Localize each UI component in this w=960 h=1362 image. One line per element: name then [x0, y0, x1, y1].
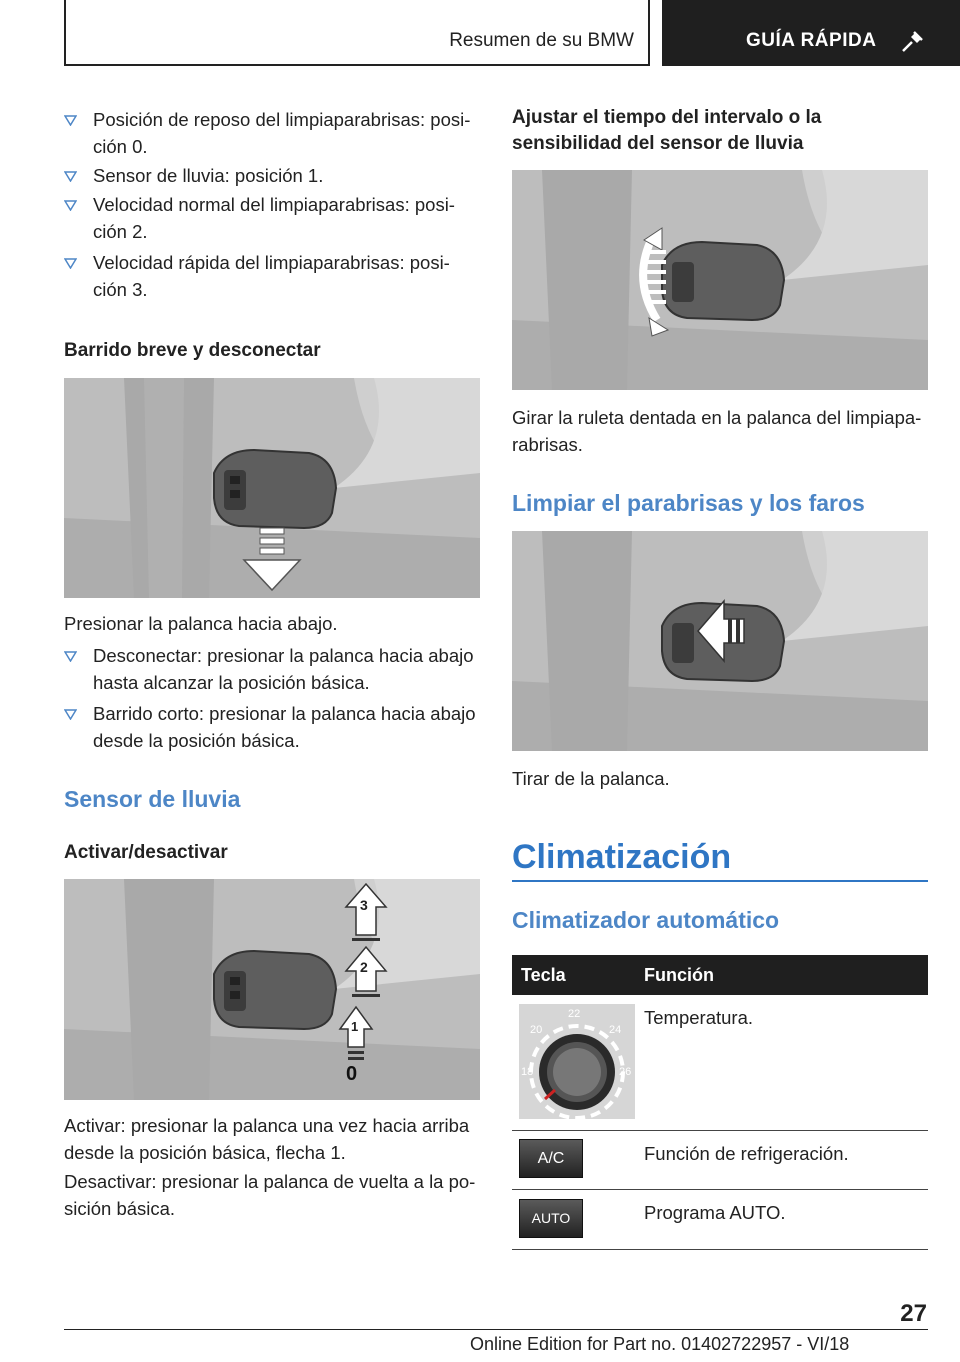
- table-row: [512, 995, 928, 1131]
- table-header-function: Función: [644, 965, 714, 985]
- bullet-triangle-icon: [64, 651, 77, 662]
- para-desactivar: Desactivar: presionar la palanca de vuelta a la po‐ sición básica.: [64, 1171, 476, 1219]
- table-header-key: Tecla: [521, 965, 566, 985]
- function-ac: Función de refrigeración.: [644, 1143, 849, 1164]
- heading-underline: [512, 880, 928, 882]
- position-label-2: 2: [360, 959, 368, 975]
- heading-climatizador-automatico: Climatizador automático: [512, 907, 780, 933]
- caption-ajustar: Girar la ruleta dentada en la palanca del limpiapa‐ rabrisas.: [512, 407, 922, 455]
- auto-button[interactable]: AUTO: [519, 1199, 583, 1238]
- bullet-triangle-icon: [64, 200, 77, 211]
- list-item: Velocidad rápida del limpiaparabrisas: posi‐ ción 3.: [64, 249, 484, 303]
- heading-sensor-lluvia: Sensor de lluvia: [64, 786, 241, 812]
- wiper-lever-down-image: [64, 378, 480, 598]
- position-label-1: 1: [351, 1019, 359, 1034]
- page-number: 27: [900, 1300, 927, 1327]
- header-section-tab[interactable]: [64, 0, 650, 66]
- table-row: [512, 1190, 928, 1250]
- position-label-3: 3: [360, 897, 368, 913]
- temperature-dial-icon[interactable]: [519, 1004, 635, 1119]
- bullet-triangle-icon: [64, 258, 77, 269]
- list-item: Desconectar: presionar la palanca hacia abajo hasta alcanzar la posición básica.: [64, 642, 484, 696]
- edition-text: Online Edition for Part no. 01402722957 - VI/18: [470, 1334, 850, 1354]
- caption-barrido: Presionar la palanca hacia abajo.: [64, 613, 338, 634]
- heading-ajustar: Ajustar el tiempo del intervalo o la sensibilidad del sensor de lluvia: [512, 107, 822, 154]
- function-auto: Programa AUTO.: [644, 1202, 786, 1223]
- wiper-pull-image: [512, 531, 928, 751]
- position-label-0: 0: [346, 1063, 358, 1085]
- heading-limpiar: Limpiar el parabrisas y los faros: [512, 490, 865, 516]
- dial-label-24: 24: [609, 1024, 622, 1036]
- list-item: Barrido corto: presionar la palanca hacia abajo desde la posición básica.: [64, 700, 484, 754]
- list-item: Velocidad normal del limpiaparabrisas: posi‐ ción 2.: [64, 191, 484, 245]
- footer-divider: [64, 1329, 928, 1330]
- heading-climatizacion: Climatización: [512, 838, 732, 876]
- caption-limpiar: Tirar de la palanca.: [512, 768, 670, 789]
- table-row: [512, 1131, 928, 1190]
- dial-label-22: 22: [568, 1008, 581, 1020]
- wiper-wheel-image: [512, 170, 928, 390]
- bullet-triangle-icon: [64, 709, 77, 720]
- dial-label-20: 20: [530, 1024, 543, 1036]
- function-temperature: Temperatura.: [644, 1007, 753, 1028]
- header-chapter-tab[interactable]: [662, 0, 960, 66]
- header-chapter-label: GUÍA RÁPIDA: [746, 30, 877, 51]
- quick-guide-icon: [900, 28, 926, 54]
- para-activar: Activar: presionar la palanca una vez hacia arriba desde la posición básica, flecha 1.: [64, 1115, 470, 1163]
- list-item: Posición de reposo del limpiaparabrisas: posi‐ ción 0.: [64, 106, 484, 160]
- heading-barrido: Barrido breve y desconectar: [64, 340, 321, 361]
- dial-label-18: 18: [521, 1066, 534, 1078]
- heading-activar: Activar/desactivar: [64, 842, 228, 863]
- table-header: [512, 955, 928, 995]
- list-item: Sensor de lluvia: posición 1.: [64, 162, 484, 189]
- bullet-triangle-icon: [64, 171, 77, 182]
- header-section-label: Resumen de su BMW: [449, 30, 634, 51]
- dial-label-26: 26: [619, 1066, 632, 1078]
- ac-button[interactable]: A/C: [519, 1139, 583, 1178]
- rain-sensor-lever-image: [64, 879, 480, 1100]
- bullet-triangle-icon: [64, 115, 77, 126]
